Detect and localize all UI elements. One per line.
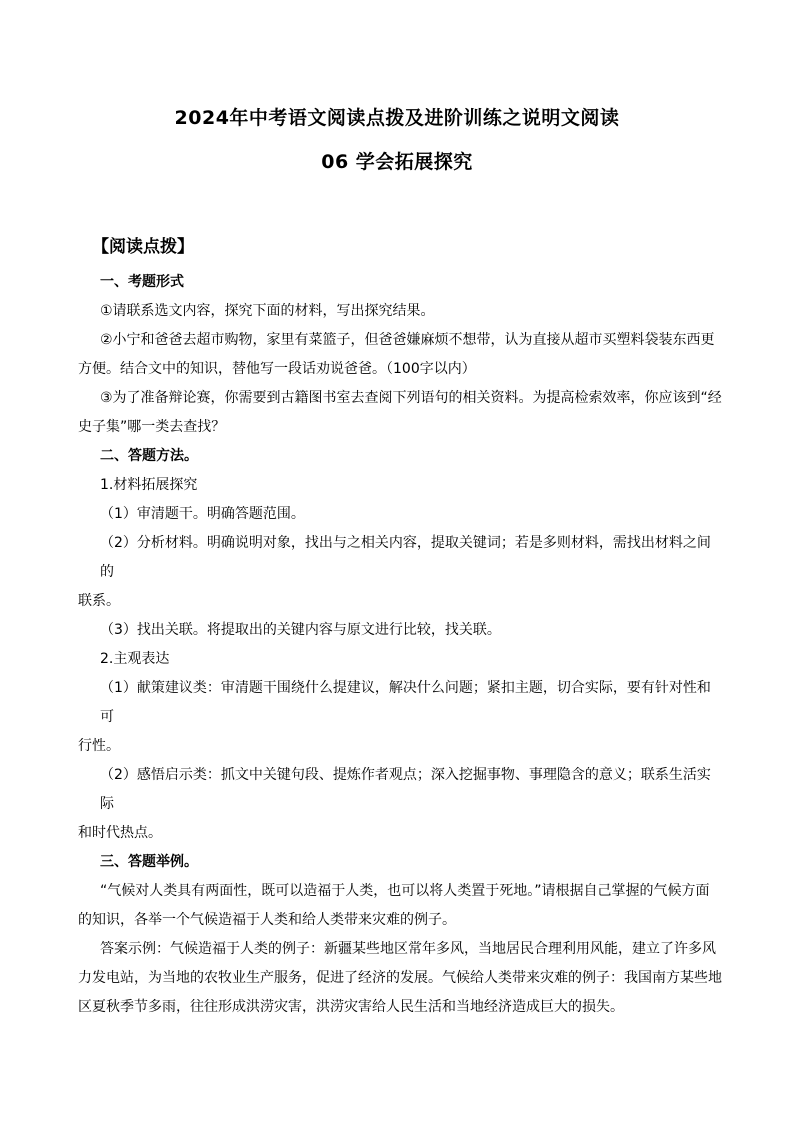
paragraph-line: 2.主观表达 (100, 651, 170, 667)
paragraph-line: 力发电站，为当地的农牧业生产服务，促进了经济的发展。气候给人类带来灾难的例子：我国南方某些地 (78, 970, 722, 986)
subsection-heading: 二、答题方法。 (100, 448, 198, 464)
document-subtitle: 06 学会拓展探究 (321, 151, 473, 173)
paragraph-line: ③为了准备辩论赛，你需要到古籍图书室去查阅下列语句的相关资料。为提高检索效率，你应该到“经 (100, 390, 722, 406)
paragraph-line: ①请联系选文内容，探究下面的材料，写出探究结果。 (100, 303, 435, 319)
paragraph-line: 联系。 (78, 593, 120, 609)
paragraph-line: 和时代热点。 (78, 825, 162, 841)
paragraph-line: 的知识，各举一个气候造福于人类和给人类带来灾难的例子。 (78, 912, 456, 928)
paragraph-line: “气候对人类具有两面性，既可以造福于人类，也可以将人类置于死地。”请根据自己掌握的气候方面 (100, 883, 710, 899)
paragraph-line: 行性。 (78, 738, 120, 754)
document-body (78, 268, 722, 1022)
document-title: 2024年中考语文阅读点拨及进阶训练之说明文阅读 (174, 107, 620, 129)
paragraph-line: （1）审清题干。明确答题范围。 (100, 506, 305, 522)
section-heading: 【阅读点拨】 (92, 237, 194, 257)
paragraph-line: ②小宁和爸爸去超市购物，家里有菜篮子，但爸爸嫌麻烦不想带，认为直接从超市买塑料袋装东西更 (100, 332, 715, 348)
paragraph-line: （2）感悟启示类：抓文中关键句段、提炼作者观点；深入挖掘事物、事理隐含的意义；联系生活实际 (100, 767, 711, 812)
subsection-heading: 一、考题形式 (100, 274, 184, 290)
paragraph-line: 答案示例：气候造福于人类的例子：新疆某些地区常年多风，当地居民合理利用风能，建立了许多风 (100, 941, 716, 957)
paragraph-line: （3）找出关联。将提取出的关键内容与原文进行比较，找关联。 (100, 622, 501, 638)
paragraph-line: 方便。结合文中的知识，替他写一段话劝说爸爸。（100字以内） (78, 361, 476, 377)
paragraph-line: 1.材料拓展探究 (100, 477, 198, 493)
paragraph-line: 区夏秋季节多雨，往往形成洪涝灾害，洪涝灾害给人民生活和当地经济造成巨大的损失。 (78, 999, 624, 1015)
paragraph-line: 史子集”哪一类去查找？ (78, 419, 226, 435)
subsection-heading: 三、答题举例。 (100, 854, 198, 870)
paragraph-line: （1）献策建议类：审清题干围绕什么提建议，解决什么问题；紧扣主题，切合实际，要有针对性和可 (100, 680, 711, 725)
paragraph-line: （2）分析材料。明确说明对象，找出与之相关内容，提取关键词；若是多则材料，需找出材料之间的 (100, 535, 711, 580)
